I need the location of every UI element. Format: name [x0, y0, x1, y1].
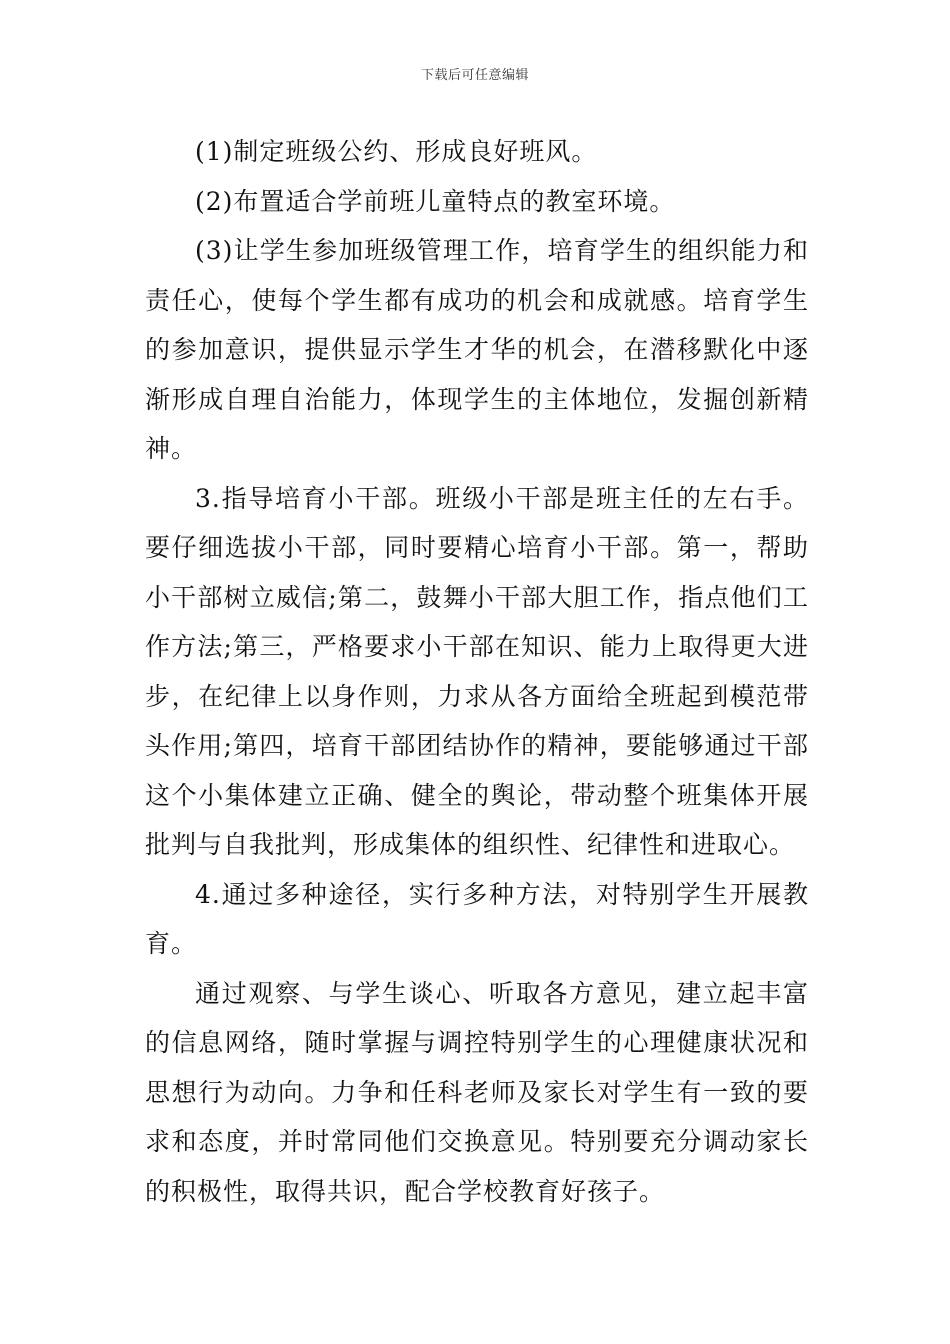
document-body — [145, 127, 809, 1216]
paragraph-special-students-heading: 4.通过多种途径，实行多种方法，对特别学生开展教育。 — [145, 879, 809, 958]
paragraph-observation-communication: 通过观察、与学生谈心、听取各方意见，建立起丰富的信息网络，随时掌握与调控特别学生的心理健康状况和思想行为动向。力争和任科老师及家长对学生有一致的要求和态度，并时常同他们交换意见。特别要充分调动家长的积极性，取得共识，配合学校教育好孩子。 — [145, 978, 809, 1206]
page-header: 下载后可任意编辑 — [420, 68, 529, 83]
paragraph-classroom-environment: (2)布置适合学前班儿童特点的教室环境。 — [195, 186, 676, 216]
paragraph-student-management: (3)让学生参加班级管理工作，培育学生的组织能力和责任心，使每个学生都有成功的机会和成就感。培育学生的参加意识，提供显示学生才华的机会，在潜移默化中逐渐形成自理自治能力，体现学生的主体地位，发掘创新精神。 — [145, 236, 809, 463]
paragraph-class-rules: (1)制定班级公约、形成良好班风。 — [195, 137, 598, 166]
paragraph-train-class-cadres: 3.指导培育小干部。班级小干部是班主任的左右手。要仔细选拔小干部，同时要精心培育小干部。第一，帮助小干部树立威信;第二，鼓舞小干部大胆工作，指点他们工作方法;第三，严格要求小干部在知识、能力上取得更大进步，在纪律上以身作则，力求从各方面给全班起到模范带头作用;第四，培育干部团结协作的精神，要能够通过干部这个小集体建立正确、健全的舆论，带动整个班集体开展批判与自我批判，形成集体的组织性、纪律性和进取心。 — [145, 483, 809, 859]
